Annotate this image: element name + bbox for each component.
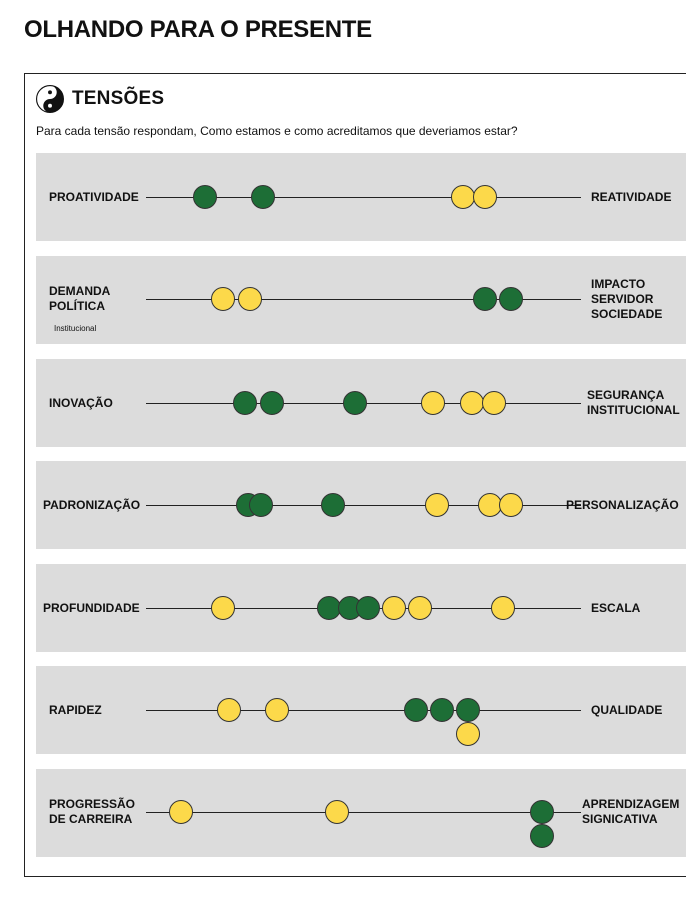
yellow-vote-dot — [217, 698, 241, 722]
green-vote-dot — [456, 698, 480, 722]
tension-left-sublabel: Institucional — [54, 324, 97, 333]
green-vote-dot — [356, 596, 380, 620]
page-title: OLHANDO PARA O PRESENTE — [24, 16, 372, 43]
tension-left-label: INOVAÇÃO — [49, 395, 113, 410]
tension-row — [36, 359, 686, 447]
green-vote-dot — [404, 698, 428, 722]
tension-row — [36, 769, 686, 857]
yin-yang-icon — [36, 85, 64, 113]
tension-left-label: PROGRESSÃO DE CARREIRA — [49, 797, 136, 826]
green-vote-dot — [321, 493, 345, 517]
tension-left-label: DEMANDA POLÍTICA — [49, 284, 111, 313]
section-header — [36, 84, 164, 114]
yellow-vote-dot — [382, 596, 406, 620]
yellow-vote-dot — [408, 596, 432, 620]
yellow-vote-dot — [169, 800, 193, 824]
tension-right-label: REATIVIDADE — [591, 189, 672, 204]
green-vote-dot — [530, 800, 554, 824]
tension-scale-line — [146, 812, 581, 813]
yellow-vote-dot — [499, 493, 523, 517]
tension-row — [36, 461, 686, 549]
green-vote-dot — [343, 391, 367, 415]
tension-right-label: PERSONALIZAÇÃO — [566, 497, 679, 512]
tension-left-label: RAPIDEZ — [49, 702, 102, 717]
yellow-vote-dot — [478, 493, 502, 517]
yellow-vote-dot — [473, 185, 497, 209]
tension-scale-line — [146, 710, 581, 711]
tension-left-label: PROFUNDIDADE — [43, 600, 140, 615]
yellow-vote-dot — [460, 391, 484, 415]
tension-right-label: ESCALA — [591, 600, 641, 615]
tension-row — [36, 564, 686, 652]
yellow-vote-dot — [211, 287, 235, 311]
yellow-vote-dot — [211, 596, 235, 620]
instruction-text: Para cada tensão respondam, Como estamos e como acreditamos que deveriamos estar? — [36, 124, 518, 138]
yellow-vote-dot — [238, 287, 262, 311]
tension-right-label: APRENDIZAGEM SIGNICATIVA — [582, 797, 680, 826]
tension-row — [36, 666, 686, 754]
green-vote-dot — [251, 185, 275, 209]
yellow-vote-dot — [456, 722, 480, 746]
yellow-vote-dot — [425, 493, 449, 517]
yellow-vote-dot — [325, 800, 349, 824]
yellow-vote-dot — [451, 185, 475, 209]
yellow-vote-dot — [491, 596, 515, 620]
tension-left-label: PADRONIZAÇÃO — [43, 497, 141, 512]
tension-left-label: PROATIVIDADE — [49, 189, 139, 204]
section-title: TENSÕES — [72, 88, 165, 109]
green-vote-dot — [317, 596, 341, 620]
green-vote-dot — [473, 287, 497, 311]
green-vote-dot — [499, 287, 523, 311]
green-vote-dot — [260, 391, 284, 415]
tension-right-label: IMPACTO SERVIDOR SOCIEDADE — [591, 276, 663, 321]
green-vote-dot — [193, 185, 217, 209]
tension-row — [36, 256, 686, 344]
yellow-vote-dot — [482, 391, 506, 415]
yellow-vote-dot — [421, 391, 445, 415]
green-vote-dot — [430, 698, 454, 722]
green-vote-dot — [249, 493, 273, 517]
tension-right-label: QUALIDADE — [591, 702, 663, 717]
tension-right-label: SEGURANÇA INSTITUCIONAL — [587, 388, 680, 417]
tension-row — [36, 153, 686, 241]
green-vote-dot — [530, 824, 554, 848]
yellow-vote-dot — [265, 698, 289, 722]
green-vote-dot — [233, 391, 257, 415]
